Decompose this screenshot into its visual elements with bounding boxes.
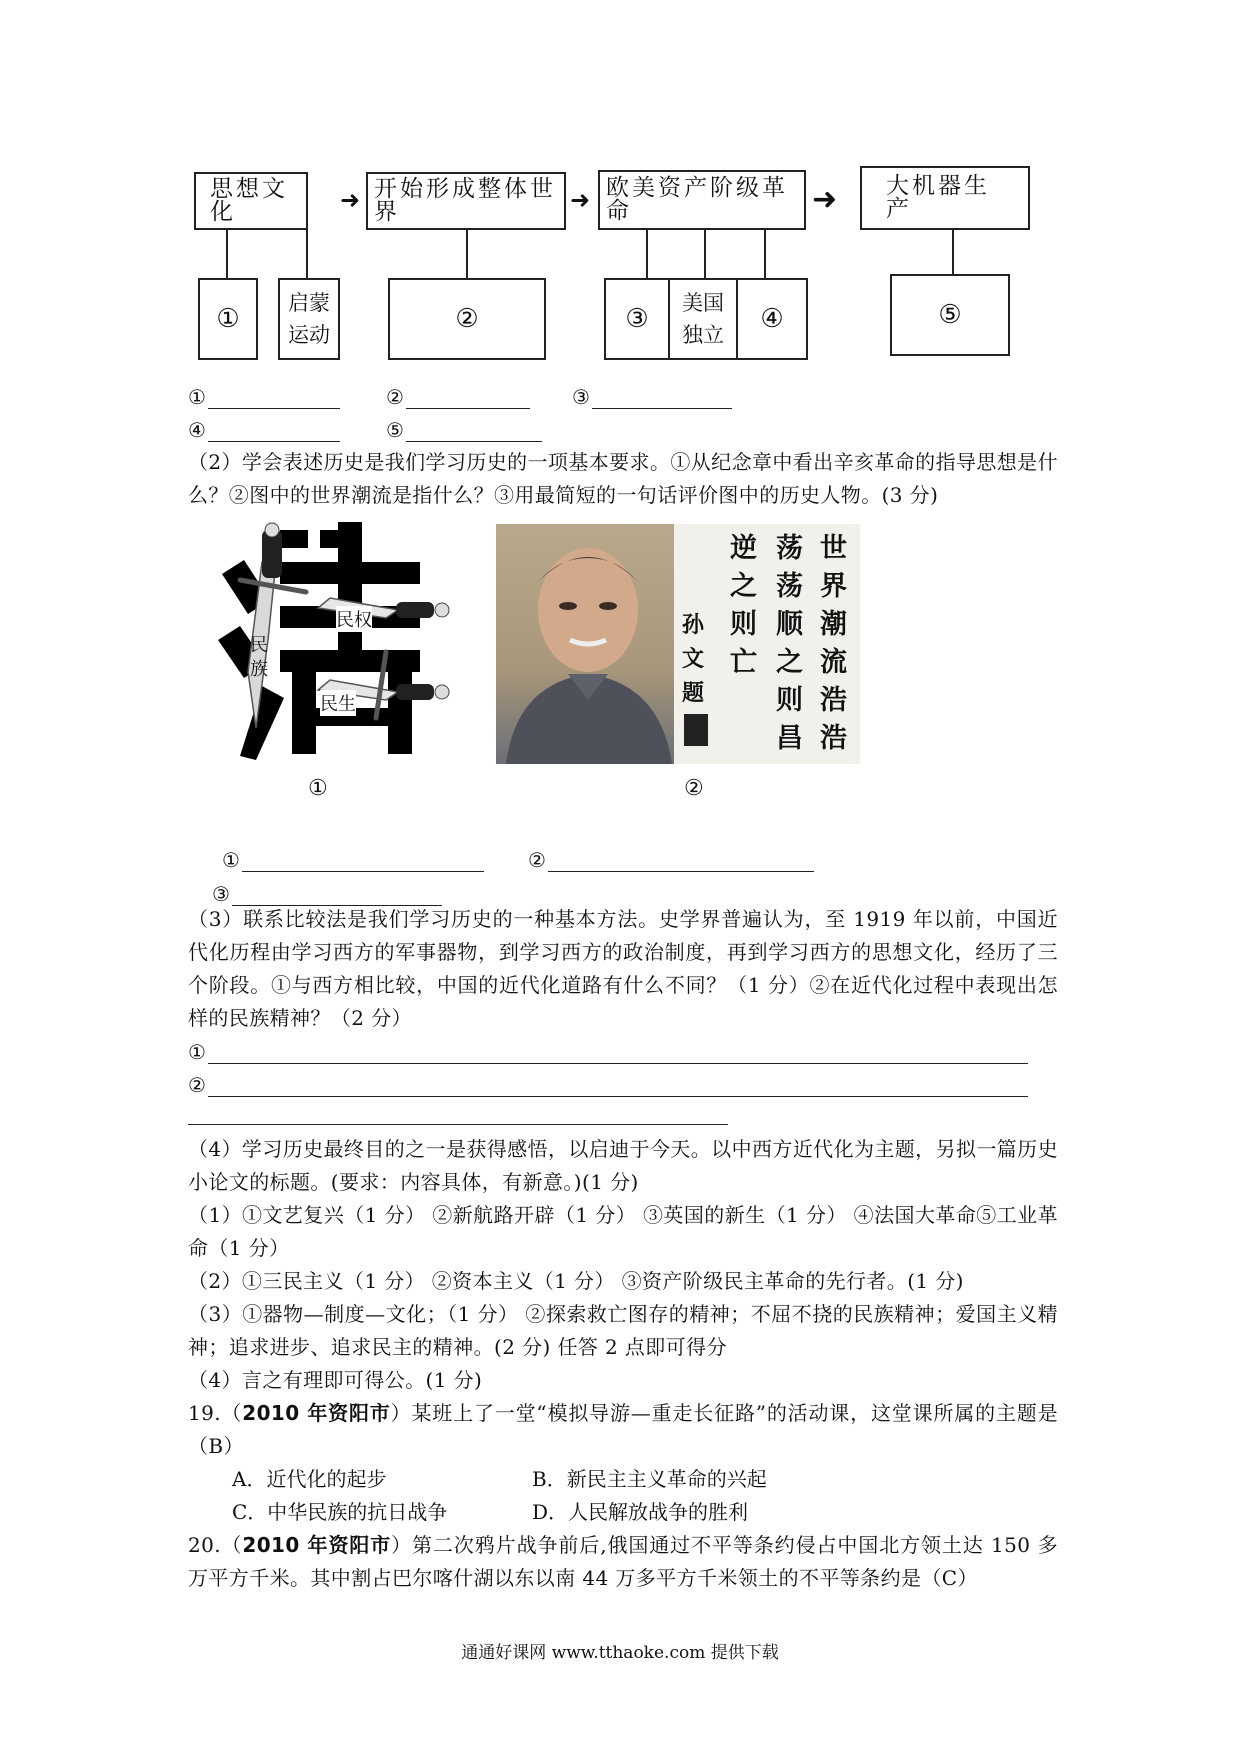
badge-emblem-icon <box>210 522 460 762</box>
blank-label: ① <box>222 848 240 872</box>
option-a[interactable]: A．近代化的起步 <box>232 1467 387 1491</box>
calligraphy-signature: 孙文题 <box>682 612 705 706</box>
question-2 <box>188 446 1058 512</box>
answer-1: （1）①文艺复兴（1 分） ②新航路开辟（1 分） ③英国的新生（1 分） ④法国大革命⑤工业革命（1 分） <box>188 1203 1058 1260</box>
answer-3: （3）①器物—制度—文化；（1 分） ②探索救亡图存的精神；不屈不挠的民族精神；爱国主义精神；追求进步、追求民主的精神。(2 分) 任答 2 点即可得分 <box>188 1302 1058 1359</box>
flow-header-label: 开始形成整体世界 <box>374 176 556 225</box>
blank-box-2 <box>388 278 546 360</box>
answer-line[interactable] <box>208 421 340 442</box>
q2-fill-1 <box>222 848 484 872</box>
connector-line <box>466 230 468 278</box>
blank-label: ② <box>386 385 404 409</box>
answer-line[interactable] <box>208 1043 1028 1064</box>
arrow-right-icon: ➜ <box>570 186 591 214</box>
blank-label: ③ <box>212 882 230 906</box>
question-20 <box>188 1529 1058 1595</box>
calligraphy-col-2: 荡荡顺之则昌 <box>776 533 803 754</box>
question-19 <box>188 1397 1058 1463</box>
blank-label: ⑤ <box>386 418 404 442</box>
badge-label-minzu: 民族 <box>250 635 268 680</box>
fill-blank-5 <box>386 418 542 442</box>
blank-box-3 <box>604 278 670 360</box>
option-b[interactable]: B．新民主主义革命的兴起 <box>532 1467 767 1491</box>
calligraphy-col-1: 世界潮流浩浩 <box>820 533 847 754</box>
answer-line[interactable] <box>242 851 484 872</box>
box-label: 美国独立 <box>682 291 724 347</box>
question-number: 20.（ <box>188 1533 243 1557</box>
flow-header-revolution <box>598 170 806 230</box>
flow-header-world <box>366 172 566 230</box>
question-stem <box>188 1529 1058 1595</box>
option-d[interactable]: D．人民解放战争的胜利 <box>532 1500 749 1524</box>
connector-line <box>952 230 954 274</box>
connector-line <box>764 230 766 278</box>
blank-number: ⑤ <box>938 300 962 330</box>
figure-1-caption: ① <box>308 776 328 801</box>
blank-box-1 <box>198 278 258 360</box>
connector-line <box>226 230 228 278</box>
question-text: ）某班上了一堂“模拟导游—重走长征路”的活动课，这堂课所属的主题是（B） <box>188 1401 1058 1458</box>
question-number: 19.（ <box>188 1401 243 1425</box>
connector-line <box>306 230 308 278</box>
arrow-right-icon: ➜ <box>812 182 838 217</box>
portrait-photo <box>496 524 674 764</box>
blank-label: ① <box>188 1040 206 1064</box>
connector-line <box>704 230 706 278</box>
arrow-right-icon: ➜ <box>340 186 361 214</box>
box-enlightenment <box>278 278 340 360</box>
fill-blank-2 <box>386 385 530 409</box>
question-source: 2010 年资阳市 <box>242 1401 391 1425</box>
flow-header-culture <box>194 172 308 230</box>
calligraphy-panel <box>674 524 860 764</box>
question-stem <box>188 1397 1058 1463</box>
flow-header-label: 思想文化 <box>210 176 288 225</box>
blank-number: ② <box>455 304 479 334</box>
q2-fill-2 <box>528 848 814 872</box>
question-text: （3）联系比较法是我们学习历史的一种基本方法。史学界普遍认为，至 1919 年以前，中国近代化历程由学习西方的军事器物，到学习西方的政治制度，再到学习西方的思想文化，经历了三个阶段。①与西方相比较，中国的近代化道路有什么不同？（1 分）②在近代化过程中表现出怎样的民族精神？（2 分） <box>188 907 1058 1030</box>
blank-box-4 <box>736 278 808 360</box>
blank-number: ① <box>216 304 240 334</box>
question-text: （2）学会表述历史是我们学习历史的一项基本要求。①从纪念章中看出辛亥革命的指导思想是什么？②图中的世界潮流是指什么？③用最简短的一句话评价图中的历史人物。(3 分) <box>188 450 1058 507</box>
badge-label-minquan: 民权 <box>336 606 372 632</box>
blank-label: ③ <box>572 385 590 409</box>
seal-stamp-icon <box>684 714 708 746</box>
badge-label-minsheng: 民生 <box>320 690 356 716</box>
answer-line[interactable] <box>406 421 542 442</box>
question-4 <box>188 1133 1058 1199</box>
blank-label: ① <box>188 385 206 409</box>
answer-key <box>188 1199 1058 1397</box>
question-text: ）第二次鸦片战争前后,俄国通过不平等条约侵占中国北方领土达 150 多万平方千米。其中割占巴尔喀什湖以东以南 44 万多平方千米领土的不平等条约是（C） <box>188 1533 1058 1590</box>
question-text: （4）学习历史最终目的之一是获得感悟，以启迪于今天。以中西方近代化为主题，另拟一篇历史小论文的标题。(要求：内容具体，有新意。)(1 分) <box>188 1137 1058 1194</box>
blank-label: ② <box>188 1073 206 1097</box>
q3-fill-1 <box>188 1040 1028 1064</box>
calligraphy-col-3: 逆之则亡 <box>730 533 757 678</box>
blank-label: ② <box>528 848 546 872</box>
blank-label: ④ <box>188 418 206 442</box>
question-3 <box>188 903 1058 1035</box>
box-american-independence <box>668 278 738 360</box>
answer-2: （2）①三民主义（1 分） ②资本主义（1 分） ③资产阶级民主革命的先行者。(1 分) <box>188 1269 964 1293</box>
blank-box-5 <box>890 274 1010 356</box>
fill-blank-3 <box>572 385 732 409</box>
answer-4: （4）言之有理即可得公。(1 分) <box>188 1368 483 1392</box>
flow-header-label: 欧美资产阶级革命 <box>606 175 788 224</box>
blank-number: ④ <box>760 304 784 334</box>
figure-2-caption: ② <box>684 776 704 801</box>
fill-blank-1 <box>188 385 340 409</box>
portrait-figure <box>496 524 860 764</box>
flow-header-machine <box>860 166 1030 230</box>
answer-line[interactable] <box>208 1076 1028 1097</box>
box-label: 启蒙运动 <box>288 291 330 347</box>
answer-line[interactable] <box>592 388 732 409</box>
portrait-person-icon <box>496 524 674 764</box>
flow-header-label: 大机器生产 <box>886 173 990 222</box>
fill-blank-4 <box>188 418 340 442</box>
question-source: 2010 年资阳市 <box>242 1533 392 1557</box>
page-footer: 通通好课网 www.tthaoke.com 提供下载 <box>461 1643 779 1663</box>
option-c[interactable]: C．中华民族的抗日战争 <box>232 1500 448 1524</box>
q3-fill-2 <box>188 1073 1028 1097</box>
connector-line <box>646 230 648 278</box>
q3-answer-line-3[interactable] <box>188 1124 728 1125</box>
answer-line[interactable] <box>208 388 340 409</box>
blank-number: ③ <box>625 304 649 334</box>
answer-line[interactable] <box>406 388 530 409</box>
badge-figure <box>210 522 460 762</box>
answer-line[interactable] <box>548 851 814 872</box>
